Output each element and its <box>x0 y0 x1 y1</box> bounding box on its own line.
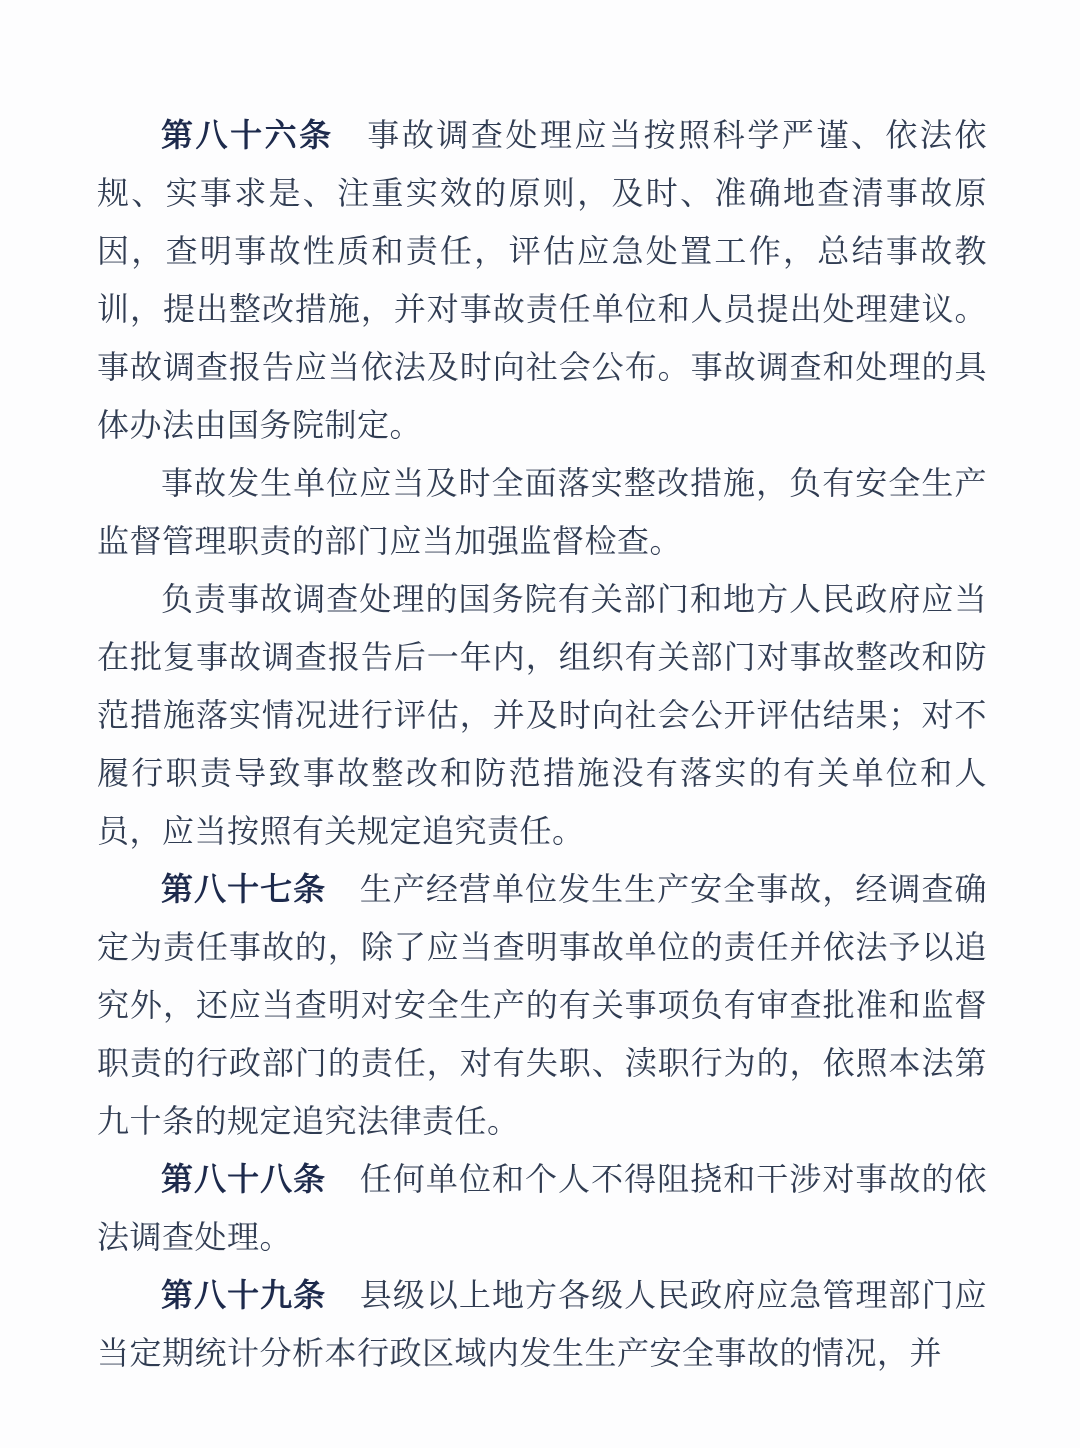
article-number-label: 第八十六条 <box>161 117 334 153</box>
paragraph-text: 任何单位和个人不得阻挠和干涉对事故的依法调查处理。 <box>97 1161 987 1255</box>
paragraph-text: 事故发生单位应当及时全面落实整改措施，负有安全生产监督管理职责的部门应当加强监督检查。 <box>97 465 987 559</box>
paragraph-text: 负责事故调查处理的国务院有关部门和地方人民政府应当在批复事故调查报告后一年内，组织有关部门对事故整改和防范措施落实情况进行评估，并及时向社会公开评估结果；对不履行职责导致事故整改和防范措施没有落实的有关单位和人员，应当按照有关规定追究责任。 <box>97 581 987 849</box>
law-article-paragraph <box>97 860 987 1150</box>
law-article-paragraph <box>97 1266 987 1382</box>
article-number-label: 第八十七条 <box>161 871 327 907</box>
law-article-paragraph <box>97 1150 987 1266</box>
article-number-label: 第八十八条 <box>161 1161 327 1197</box>
paragraph-text: 事故调查处理应当按照科学严谨、依法依规、实事求是、注重实效的原则，及时、准确地查清事故原因，查明事故性质和责任，评估应急处置工作，总结事故教训，提出整改措施，并对事故责任单位和人员提出处理建议。事故调查报告应当依法及时向社会公布。事故调查和处理的具体办法由国务院制定。 <box>97 117 987 443</box>
law-article-paragraph <box>97 570 987 860</box>
paragraph-text: 县级以上地方各级人民政府应急管理部门应当定期统计分析本行政区域内发生生产安全事故的情况，并 <box>97 1277 987 1371</box>
law-text-body <box>97 106 987 1382</box>
paragraph-text: 生产经营单位发生生产安全事故，经调查确定为责任事故的，除了应当查明事故单位的责任并依法予以追究外，还应当查明对安全生产的有关事项负有审查批准和监督职责的行政部门的责任，对有失职、渎职行为的，依照本法第九十条的规定追究法律责任。 <box>97 871 987 1139</box>
law-article-paragraph <box>97 106 987 454</box>
law-article-paragraph <box>97 454 987 570</box>
article-number-label: 第八十九条 <box>161 1277 327 1313</box>
